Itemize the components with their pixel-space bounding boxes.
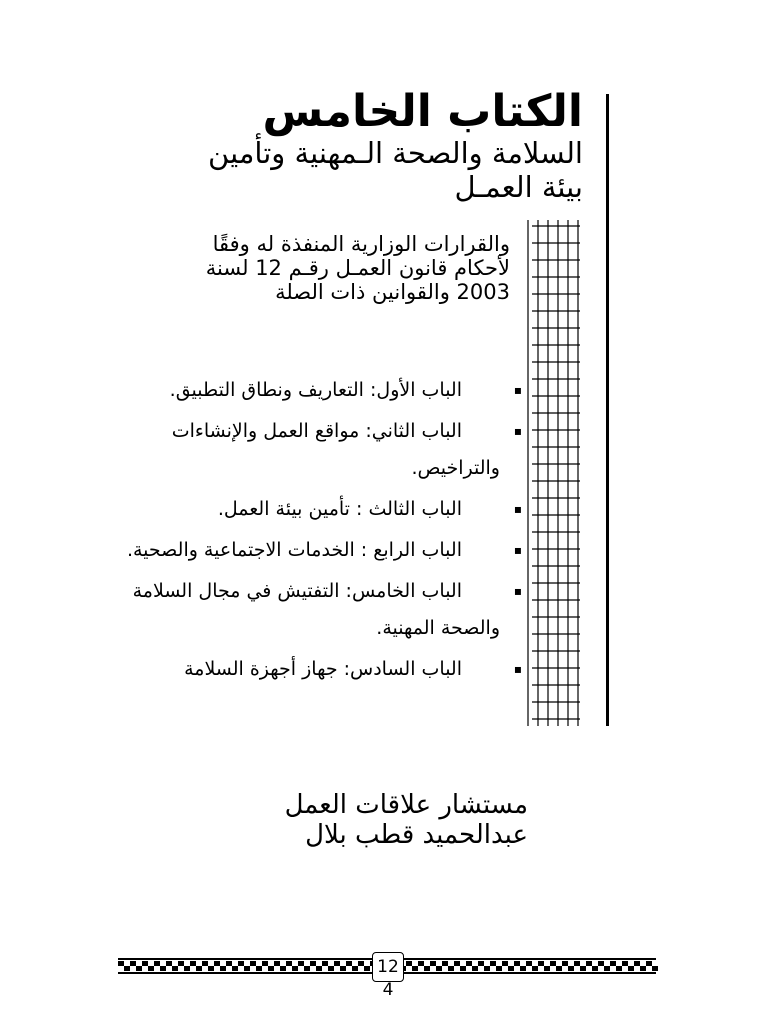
list-item	[110, 532, 522, 569]
chapter-label: الباب السادس: جهاز أجهزة السلامة	[184, 658, 462, 680]
list-item	[110, 651, 522, 688]
list-item	[110, 413, 522, 487]
vertical-rule	[606, 94, 609, 726]
bullet-icon: ▪	[513, 543, 522, 557]
bullet-icon: ▪	[513, 502, 522, 516]
bullet-icon: ▪	[513, 662, 522, 676]
book-description: والقرارات الوزارية المنفذة له وفقًا لأحكام قانون العمـل رقـم 12 لسنة 2003 والقوانين ذات الصلة	[205, 232, 510, 304]
book-title: الكتاب الخامس	[262, 86, 583, 137]
page-number: 12	[372, 952, 404, 982]
chapter-list	[110, 372, 522, 734]
chapter-label: الباب الأول: التعاريف ونطاق التطبيق.	[169, 379, 462, 401]
chapter-label: الباب الخامس: التفتيش في مجال السلامة والصحة المهنية.	[132, 580, 500, 639]
list-item	[110, 573, 522, 647]
author-name: عبدالحميد قطب بلال	[305, 820, 528, 850]
book-subtitle: السلامة والصحة الـمهنية وتأمين بيئة العمـل	[208, 136, 583, 204]
chapter-label: الباب الرابع : الخدمات الاجتماعية والصحية.	[126, 539, 462, 561]
author-block	[128, 790, 528, 850]
bullet-icon: ▪	[513, 584, 522, 598]
chapter-label: الباب الثالث : تأمين بيئة العمل.	[217, 498, 462, 520]
list-item	[110, 372, 522, 409]
author-role: مستشار علاقات العمل	[284, 790, 528, 820]
bullet-icon: ▪	[513, 383, 522, 397]
bullet-icon: ▪	[513, 424, 522, 438]
decorative-grid	[528, 220, 584, 726]
chapter-label: الباب الثاني: مواقع العمل والإنشاءات والتراخيص.	[171, 420, 500, 479]
page-number-overflow: 4	[382, 980, 394, 1000]
list-item	[110, 491, 522, 528]
